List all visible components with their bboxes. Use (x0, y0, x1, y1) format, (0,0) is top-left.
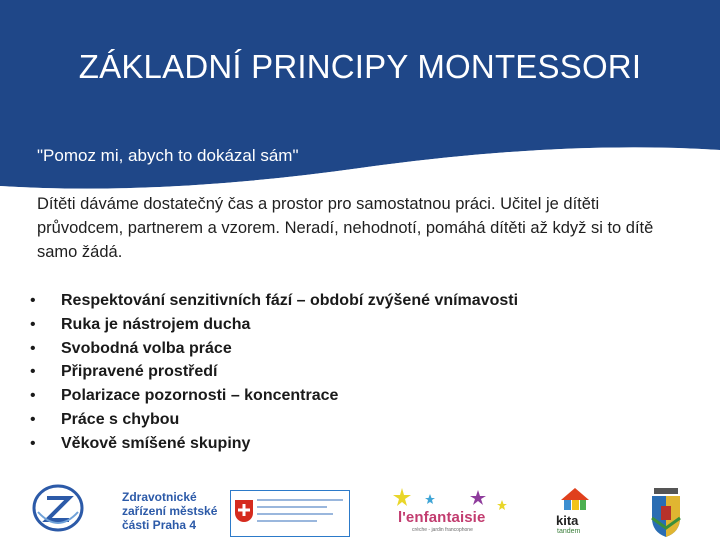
bullet-dot: • (30, 339, 36, 357)
coat-of-arms-icon (648, 488, 684, 538)
list-item (30, 289, 518, 313)
list-item-text: Svobodná volba práce (61, 339, 232, 357)
list-item (30, 360, 518, 384)
enfantaisie-logo-text: l'enfantaisie (398, 509, 486, 526)
list-item (30, 408, 518, 432)
list-item-text: Věkově smíšené skupiny (61, 434, 251, 452)
kita-house-icon (560, 487, 590, 513)
zz-logo-text (122, 490, 217, 532)
zz-praha4-logo (30, 482, 230, 538)
list-item (30, 337, 518, 361)
bullet-dot: • (30, 410, 36, 428)
list-item-text: Ruka je nástrojem ducha (61, 315, 251, 333)
bullet-dot: • (30, 292, 36, 309)
list-item (30, 384, 518, 408)
swiss-cross-icon (235, 500, 253, 522)
swiss-confederation-logo (230, 490, 350, 537)
swiss-text-line (257, 506, 327, 508)
sponsor-logos (0, 480, 720, 540)
zz-line-3: části Praha 4 (122, 518, 197, 532)
swiss-text-line (257, 499, 343, 501)
kita-tagline: tandem (557, 528, 581, 535)
bullet-dot: • (30, 387, 36, 405)
principles-list (30, 289, 518, 456)
swiss-text-line (257, 520, 317, 522)
enfantaisie-tagline: crèche - jardin francophone (412, 527, 473, 533)
header-band (0, 0, 720, 200)
list-item-text: Polarizace pozornosti – koncentrace (61, 387, 339, 405)
list-item-text: Respektování senzitivních fází – období zvýšené vnímavosti (61, 292, 519, 309)
list-item (30, 432, 518, 456)
intro-paragraph: Dítěti dáváme dostatečný čas a prostor pro samostatnou práci. Učitel je dítěti průvodcem, partnerem a vzorem. Neradí, nehodnotí, pomáhá dítěti až když si to dítě samo žádá. (37, 195, 654, 261)
slide-header (0, 0, 720, 200)
list-item-text: Připravené prostředí (61, 363, 218, 381)
bullet-dot: • (30, 363, 36, 381)
list-item (30, 313, 518, 337)
list-item-text: Práce s chybou (61, 410, 180, 428)
swiss-text-line (257, 513, 333, 515)
slide-subtitle: "Pomoz mi, abych to dokázal sám" (37, 146, 299, 165)
bullet-dot: • (30, 315, 36, 333)
kita-logo-text: kita (556, 513, 579, 528)
zz-line-1: Zdravotnické (122, 490, 197, 504)
zz-line-2: zařízení městské (122, 504, 218, 518)
slide-title: ZÁKLADNÍ PRINCIPY MONTESSORI (78, 48, 642, 85)
zz-emblem-icon (30, 482, 86, 538)
bullet-dot: • (30, 434, 36, 452)
